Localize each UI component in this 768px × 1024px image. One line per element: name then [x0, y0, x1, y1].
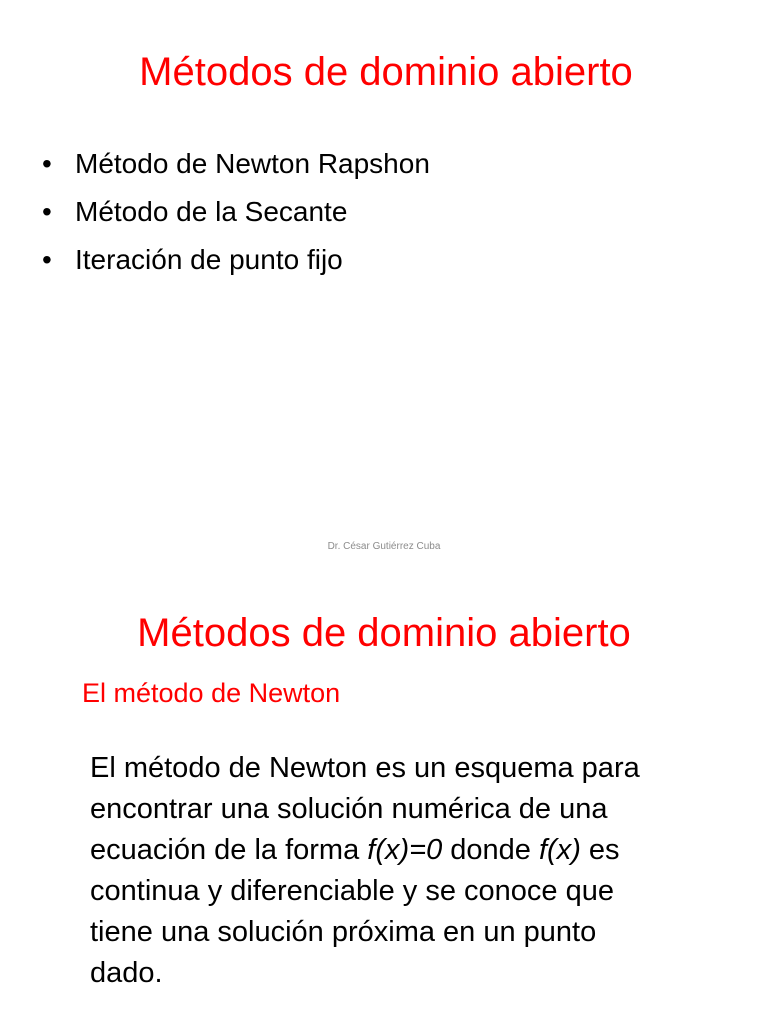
function-fx: f(x)	[538, 834, 581, 866]
bullet-dot-icon: •	[42, 244, 52, 275]
paragraph-line	[90, 830, 710, 871]
bullet-text: Iteración de punto fijo	[75, 244, 343, 275]
bullet-item-secante	[42, 188, 430, 236]
paragraph-text: es	[580, 834, 620, 866]
slide-1-title: Métodos de dominio abierto	[139, 50, 633, 94]
slide-2-subtitle: El método de Newton	[82, 678, 341, 708]
slide-2	[0, 575, 768, 1024]
bullet-item-punto-fijo	[42, 236, 430, 284]
bullet-text: Método de la Secante	[75, 196, 348, 227]
bullet-item-newton	[42, 140, 430, 188]
bullet-dot-icon: •	[42, 148, 52, 179]
bullet-dot-icon: •	[42, 196, 52, 227]
slide-footer: Dr. César Gutiérrez Cuba	[327, 541, 441, 552]
paragraph-text: donde	[442, 834, 539, 866]
newton-description-paragraph	[90, 748, 710, 994]
paragraph-line: El método de Newton es un esquema para	[90, 752, 640, 784]
paragraph-line: encontrar una solución numérica de una	[90, 793, 608, 825]
equation-fx-eq-0: f(x)=0	[367, 834, 443, 866]
paragraph-line: continua y diferenciable y se conoce que	[90, 875, 614, 907]
slide-2-title: Métodos de dominio abierto	[137, 611, 631, 655]
methods-bullet-list	[42, 140, 430, 284]
bullet-text: Método de Newton Rapshon	[75, 148, 430, 179]
paragraph-line: tiene una solución próxima en un punto	[90, 916, 597, 948]
paragraph-line: dado.	[90, 957, 163, 989]
paragraph-text: ecuación de la forma	[90, 834, 368, 866]
